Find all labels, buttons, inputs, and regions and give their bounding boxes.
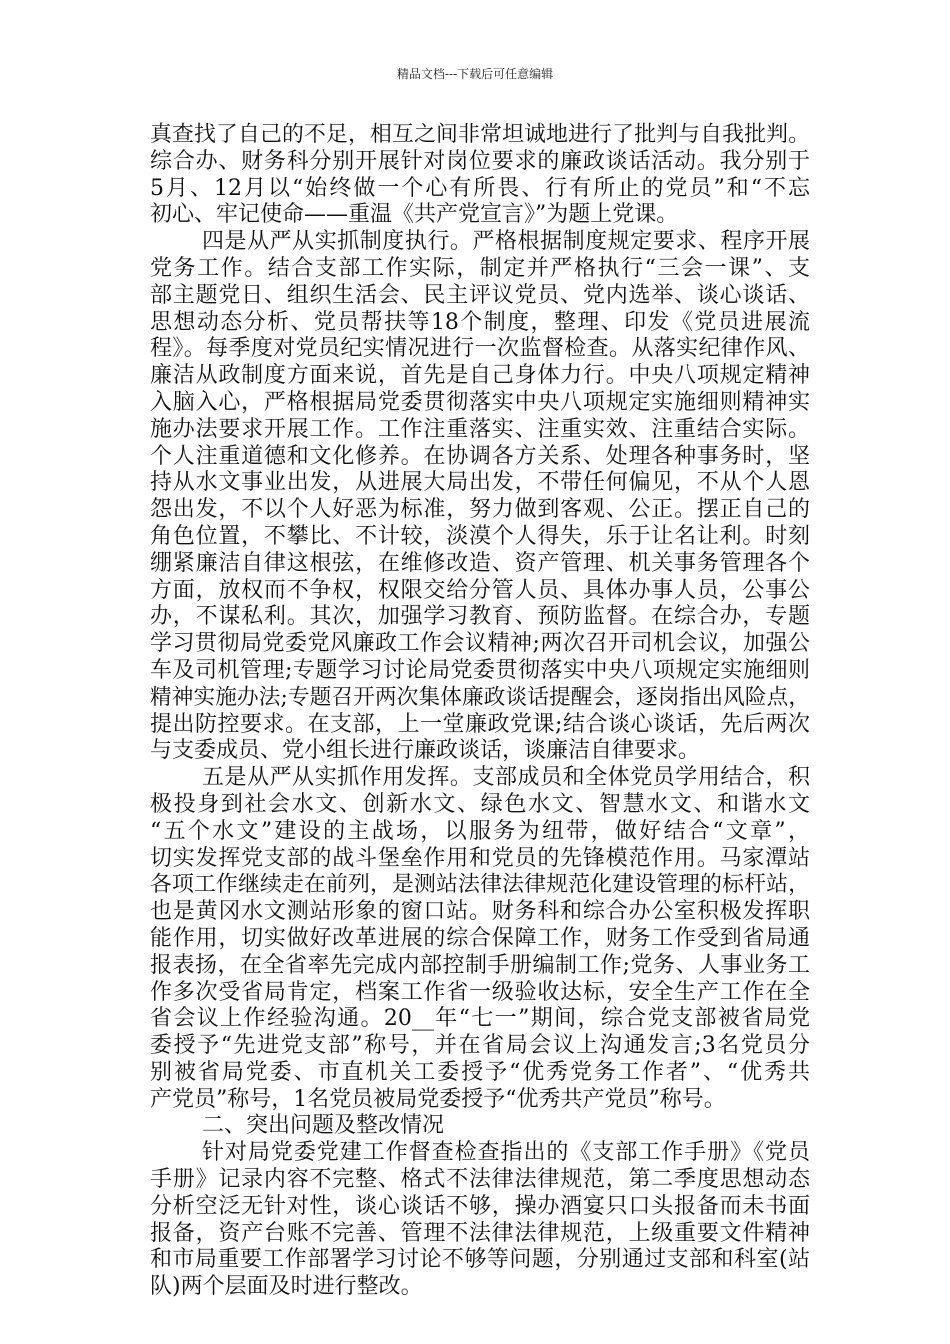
text-line: 程》。每季度对党员纪实情况进行一次监督检查。从落实纪律作风、 [150,336,810,362]
text-line: 也是黄冈水文测站形象的窗口站。财务科和综合办公室积极发挥职 [150,899,810,925]
text-line: 委授予“先进党支部”称号，并在省局会议上沟通发言;3名党员分 [150,1033,810,1059]
text-line: 报表扬，在全省率先完成内部控制手册编制工作;党务、人事业务工 [150,952,810,978]
text-line: 提出防控要求。在支部，上一堂廉政党课;结合谈心谈话，先后两次 [150,711,810,737]
text-line: 方面，放权而不争权，权限交给分管人员、具体办事人员，公事公 [150,577,810,603]
text-line: 真查找了自己的不足，相互之间非常坦诚地进行了批判与自我批判。 [150,122,810,147]
text-line: 综合办、财务科分别开展针对岗位要求的廉政谈话活动。我分别于 [150,148,810,174]
text-line: 五是从严从实抓作用发挥。支部成员和全体党员学用结合，积 [202,765,810,791]
text-line: 分析空泛无针对性，谈心谈话不够，操办酒宴只口头报备而未书面 [150,1193,810,1219]
text-line: 省会议上作经验沟通。20__年“七一”期间，综合党支部被省局党 [150,1006,810,1032]
text-line: 队)两个层面及时进行整改。 [150,1274,423,1300]
text-line: 精神实施办法;专题召开两次集体廉政谈话提醒会，逐岗指出风险点， [150,684,810,710]
text-line: 针对局党委党建工作督查检查指出的《支部工作手册》《党员 [202,1140,810,1166]
text-line: 能作用，切实做好改革进展的综合保障工作，财务工作受到省局通 [150,925,810,951]
text-line: 极投身到社会水文、创新水文、绿色水文、智慧水文、和谐水文 [150,791,810,817]
text-line: 部主题党日、组织生活会、民主评议党员、党内选举、谈心谈话、 [150,282,810,308]
text-line: 学习贯彻局党委党风廉政工作会议精神;两次召开司机会议，加强公 [150,631,810,657]
text-line: 各项工作继续走在前列，是测站法律法律规范化建设管理的标杆站， [150,872,810,898]
text-line: 初心、牢记使命——重温《共产党宣言》”为题上党课。 [150,202,679,228]
text-line: 四是从严从实抓制度执行。严格根据制度规定要求、程序开展 [202,229,810,255]
page-header: 精品文档---下载后可任意编辑 [396,67,554,81]
text-line: 二、突出问题及整改情况 [202,1113,445,1139]
text-line: 廉洁从政制度方面来说，首先是自己身体力行。中央八项规定精神 [150,363,810,389]
text-line: 办，不谋私利。其次，加强学习教育、预防监督。在综合办，专题 [150,604,810,630]
document-body [150,122,810,1301]
text-line: 施办法要求开展工作。工作注重落实、注重实效、注重结合实际。 [150,416,810,442]
text-line: 思想动态分析、党员帮扶等18个制度，整理、印发《党员进展流 [150,309,810,335]
text-line: 个人注重道德和文化修养。在协调各方关系、处理各种事务时，坚 [150,443,810,469]
text-line: 怨出发，不以个人好恶为标准，努力做到客观、公正。摆正自己的 [150,497,810,523]
text-line: 产党员”称号，1名党员被局党委授予“优秀共产党员”称号。 [150,1086,726,1112]
text-line: 和市局重要工作部署学习讨论不够等问题，分别通过支部和科室(站 [150,1247,810,1273]
text-line: “五个水文”建设的主战场，以服务为纽带，做好结合“文章”， [150,818,810,844]
text-line: 报备，资产台账不完善、管理不法律法律规范，上级重要文件精神 [150,1220,810,1246]
text-line: 持从水文事业出发，从进展大局出发，不带任何偏见，不从个人恩 [150,470,810,496]
text-line: 绷紧廉洁自律这根弦，在维修改造、资产管理、机关事务管理各个 [150,550,810,576]
text-line: 党务工作。结合支部工作实际，制定并严格执行“三会一课”、支 [150,255,810,281]
text-line: 与支委成员、党小组长进行廉政谈话，谈廉洁自律要求。 [150,738,701,764]
text-line: 车及司机管理;专题学习讨论局党委贯彻落实中央八项规定实施细则 [150,657,810,683]
text-line: 切实发挥党支部的战斗堡垒作用和党员的先锋模范作用。马家潭站 [150,845,810,871]
text-line: 别被省局党委、市直机关工委授予“优秀党务工作者”、“优秀共 [150,1059,810,1085]
text-line: 作多次受省局肯定，档案工作省一级验收达标，安全生产工作在全 [150,979,810,1005]
text-line: 角色位置，不攀比、不计较，淡漠个人得失，乐于让名让利。时刻 [150,523,810,549]
text-line: 手册》记录内容不完整、格式不法律法律规范，第二季度思想动态 [150,1167,810,1193]
text-line: 5月、12月以“始终做一个心有所畏、行有所止的党员”和“不忘 [150,175,810,201]
text-line: 入脑入心，严格根据局党委贯彻落实中央八项规定实施细则精神实 [150,389,810,415]
